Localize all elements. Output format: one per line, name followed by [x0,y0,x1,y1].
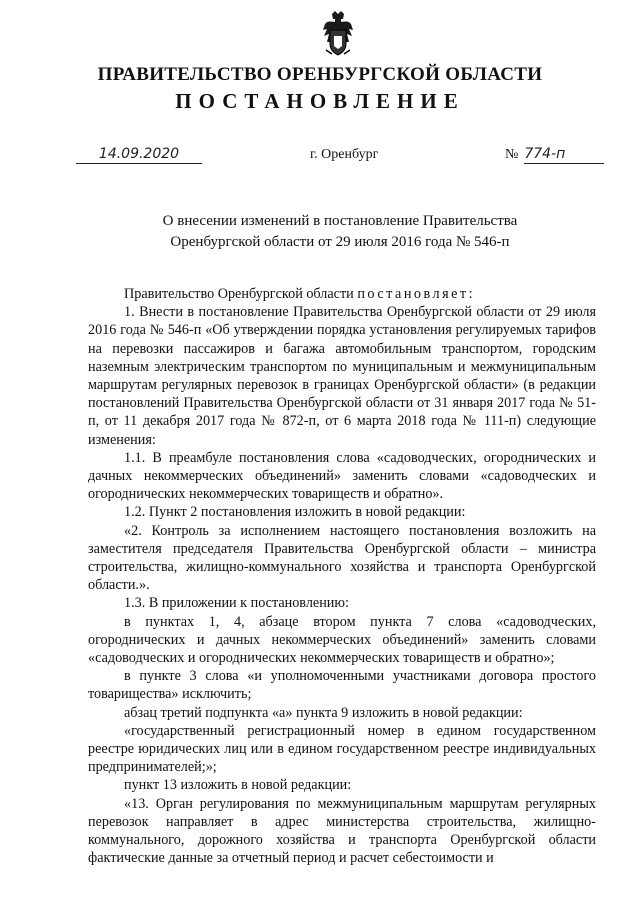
paragraph: в пункте 3 слова «и уполномоченными участниками договора простого товарищества» исключить; [88,668,596,703]
document-body [88,285,596,868]
subject-line-1: О внесении изменений в постановление Правительства [162,213,518,229]
paragraph: «2. Контроль за исполнением настоящего постановления возложить на заместителя председателя Правительства Оренбургской области – министра строительства, жилищно-коммунального хозяйства и транспорта Оренбургской области.». [88,522,596,594]
paragraph: 1.1. В преамбуле постановления слова «садоводческих, огороднических и дачных некоммерческих объединений» заменить словами «садоводческих и огороднических некоммерческих товариществ и обратно». [88,449,596,503]
paragraph: «государственный регистрационный номер в едином государственном реестре юридических лиц или в едином государственном реестре индивидуальных предпринимателей;»; [88,722,596,776]
intro-spaced: постановляет [357,286,469,302]
government-title: ПРАВИТЕЛЬСТВО ОРЕНБУРГСКОЙ ОБЛАСТИ [97,64,543,85]
coat-of-arms-icon [318,10,358,60]
document-date: 14.09.2020 [76,146,202,164]
paragraph: абзац третий подпункта «а» пункта 9 изложить в новой редакции: [124,704,523,721]
intro-prefix: Правительство Оренбургской области [124,286,358,302]
document-subject [100,211,580,253]
document-number: 774-п [524,146,604,164]
intro-paragraph [88,285,596,303]
number-label: № [505,147,519,162]
paragraph: 1.3. В приложении к постановлению: [124,595,349,612]
document-type: ПОСТАНОВЛЕНИЕ [175,89,465,113]
paragraph: 1.2. Пункт 2 постановления изложить в новой редакции: [124,504,466,521]
paragraph: 1. Внести в постановление Правительства Оренбургской области от 29 июля 2016 года № 546-п «Об утверждении порядка установления регулируемых тарифов на перевозки пассажиров и багажа автомобильным транспортом, городским наземным электрическим транспортом по муниципальным и межмуниципальным маршрутам регулярных перевозок в границах Оренбургской области» (в редакции постановлений Правительства Оренбургской области от 31 января 2017 года № 51-п, от 11 декабря 2017 года № 872-п, от 6 марта 2018 года № 111-п) следующие изменения: [88,304,596,448]
subject-line-2: Оренбургской области от 29 июля 2016 года № 546-п [170,234,510,250]
document-city: г. Оренбург [310,147,379,162]
paragraph: «13. Орган регулирования по межмуниципальным маршрутам регулярных перевозок направляет в адрес министерства строительства, жилищно-коммунального, дорожного хозяйства и транспорта Оренбургской области фактические данные за отчетный период и расчет себестоимости и [88,795,596,867]
paragraph: в пунктах 1, 4, абзаце втором пункта 7 слова «садоводческих, огороднических и дачных некоммерческих объединений» заменить словами «садоводческих и огороднических некоммерческих товариществ и обратно»; [88,613,596,667]
paragraph: пункт 13 изложить в новой редакции: [124,777,352,794]
document-number-block [505,146,604,164]
intro-suffix: : [468,286,473,302]
